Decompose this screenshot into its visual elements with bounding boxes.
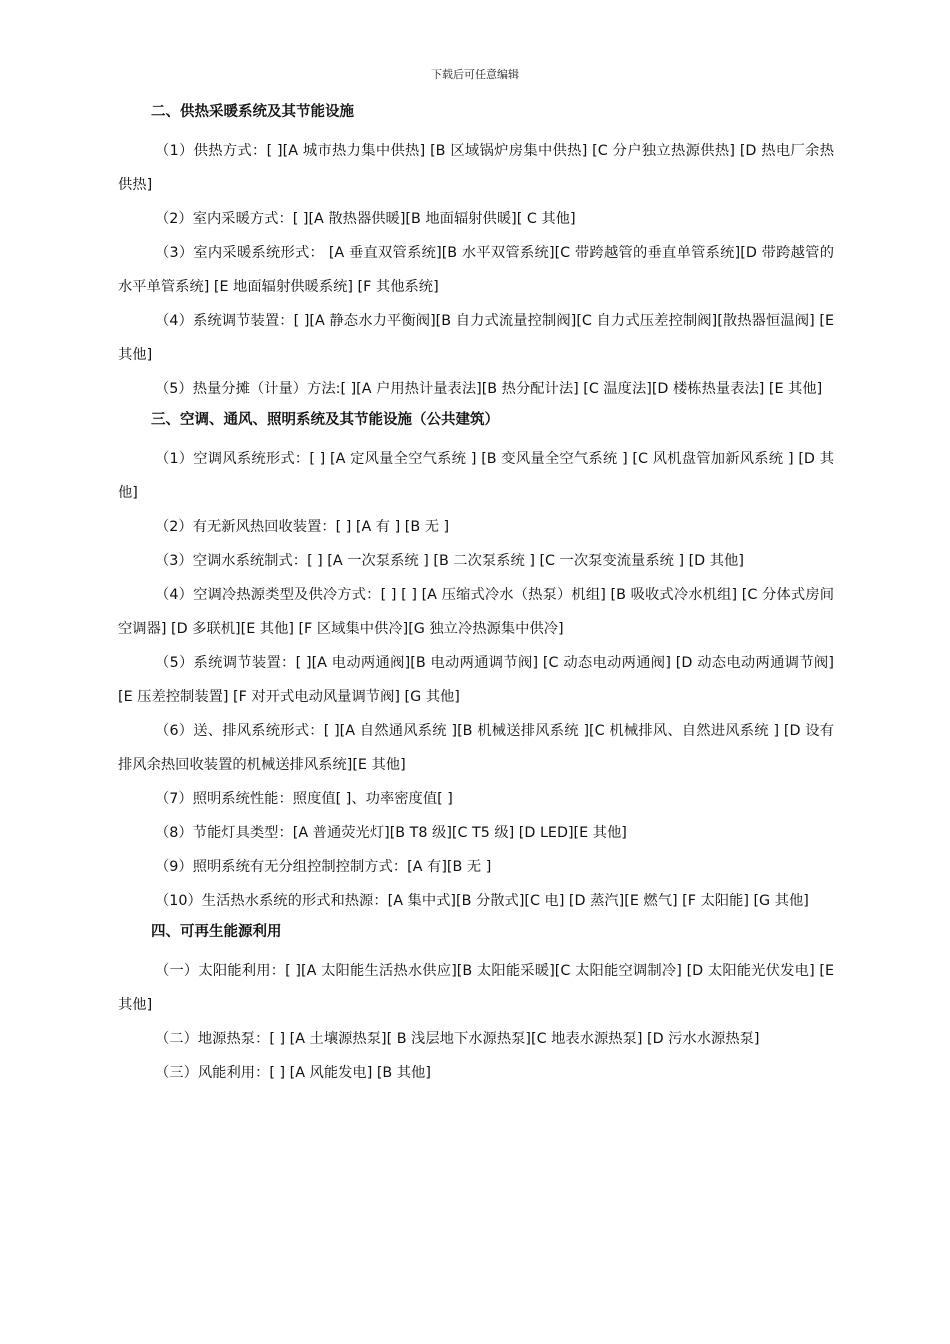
item-lamp-type: （8）节能灯具类型：[A 普通荧光灯][B T8 级][C T5 级] [D LED][E 其他] (155, 825, 627, 841)
page-header: 下载后可任意编辑 (431, 68, 519, 81)
item-indoor-heating-mode: （2）室内采暖方式：[ ][A 散热器供暖][B 地面辐射供暖][ C 其他] (155, 211, 576, 227)
item-lighting-group-control: （9）照明系统有无分组控制控制方式：[A 有][B 无 ] (155, 859, 492, 875)
section-heading-heating: 二、供热采暖系统及其节能设施 (151, 104, 354, 120)
item-ventilation-system-form: （6）送、排风系统形式：[ ][A 自然通风系统 ][B 机械送排风系统 ][C 机械排风、自然进风系统 ] [D 设有排风余热回收装置的机械送排风系统][E 其他] (118, 723, 834, 773)
item-heat-metering-method: （5）热量分摊（计量）方法:[ ][A 户用热计量表法][B 热分配计法] [C 温度法][D 楼栋热量表法] [E 其他] (155, 381, 823, 397)
item-hvac-regulating-device: （5）系统调节装置：[ ][A 电动两通阀][B 电动两通调节阀] [C 动态电动两通阀] [D 动态电动两通调节阀] [E 压差控制装置] [F 对开式电动风量调节阀] [G 其他] (118, 655, 834, 705)
section-heading-renewable: 四、可再生能源利用 (151, 924, 282, 940)
item-lighting-performance: （7）照明系统性能：照度值[ ]、功率密度值[ ] (155, 791, 453, 807)
document-body (118, 100, 834, 1090)
item-hot-water-system: （10）生活热水系统的形式和热源：[A 集中式][B 分散式][C 电] [D 蒸汽][E 燃气] [F 太阳能] [G 其他] (155, 893, 809, 909)
item-solar-utilization: （一）太阳能利用：[ ][A 太阳能生活热水供应][B 太阳能采暖][C 太阳能空调制冷] [D 太阳能光伏发电] [E 其他] (118, 963, 834, 1013)
item-heating-supply-mode: （1）供热方式：[ ][A 城市热力集中供热] [B 区域锅炉房集中供热] [C 分户独立热源供热] [D 热电厂余热供热] (118, 143, 834, 193)
item-air-system-form: （1）空调风系统形式：[ ] [A 定风量全空气系统 ] [B 变风量全空气系统 ] [C 风机盘管加新风系统 ] [D 其他] (118, 451, 834, 501)
item-water-system-type: （3）空调水系统制式：[ ] [A 一次泵系统 ] [B 二次泵系统 ] [C 一次泵变流量系统 ] [D 其他] (155, 553, 744, 569)
item-ground-source-heat-pump: （二）地源热泵：[ ] [A 土壤源热泵][ B 浅层地下水源热泵][C 地表水源热泵] [D 污水水源热泵] (155, 1031, 760, 1047)
item-fresh-air-heat-recovery: （2）有无新风热回收装置：[ ] [A 有 ] [B 无 ] (155, 519, 450, 535)
section-heading-hvac-lighting: 三、空调、通风、照明系统及其节能设施（公共建筑） (151, 412, 499, 428)
item-cooling-heating-source: （4）空调冷热源类型及供冷方式：[ ] [ ] [A 压缩式冷水（热泵）机组] [B 吸收式冷水机组] [C 分体式房间空调器] [D 多联机][E 其他] [F 区域集中供冷][G 独立冷热源集中供冷] (118, 587, 834, 637)
item-wind-utilization: （三）风能利用：[ ] [A 风能发电] [B 其他] (155, 1065, 431, 1081)
item-system-regulating-device: （4）系统调节装置：[ ][A 静态水力平衡阀][B 自力式流量控制阀][C 自力式压差控制阀][散热器恒温阀] [E 其他] (118, 313, 834, 363)
item-heating-system-form: （3）室内采暖系统形式： [A 垂直双管系统][B 水平双管系统][C 带跨越管的垂直单管系统][D 带跨越管的水平单管系统] [E 地面辐射供暖系统] [F 其他系统] (118, 245, 834, 295)
